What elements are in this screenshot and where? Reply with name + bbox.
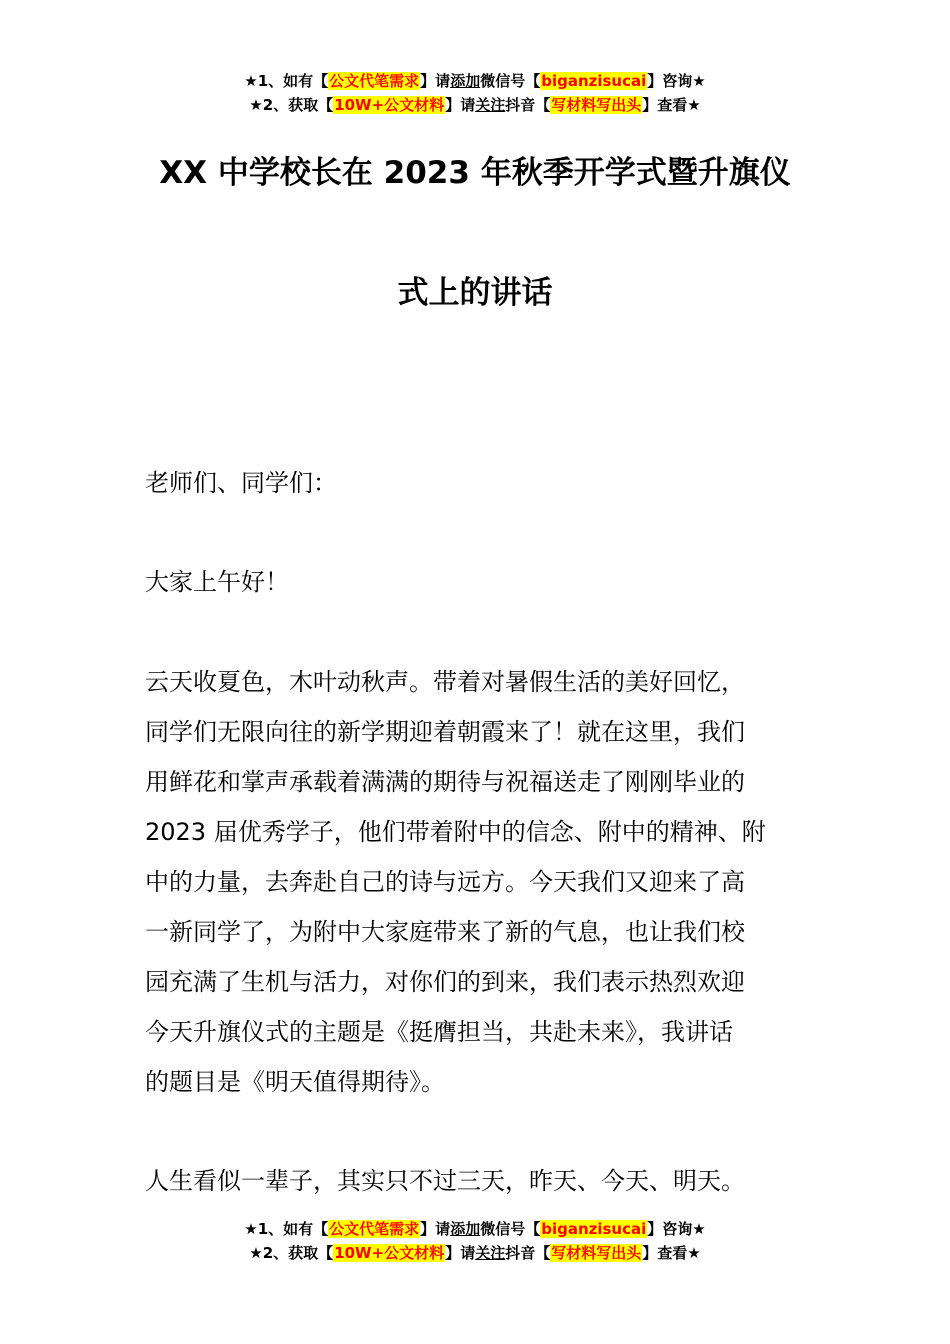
paragraph-line: 用鲜花和掌声承载着满满的期待与祝福送走了刚刚毕业的 <box>145 768 745 796</box>
promo-text: 微信号【 <box>480 72 541 90</box>
promo-text: 】咨询★ <box>647 1220 706 1238</box>
promo-highlight: 10W+公文材料 <box>334 1244 445 1262</box>
promo-underlined: 关注 <box>475 1244 506 1262</box>
promo-text: 抖音【 <box>505 96 551 114</box>
paragraph-line: 云天收夏色，木叶动秋声。带着对暑假生活的美好回忆， <box>145 668 745 696</box>
promo-text: 】查看★ <box>642 1244 701 1262</box>
promo-line-2 <box>0 1241 950 1265</box>
promo-underlined: 添加 <box>450 1220 481 1238</box>
promo-text: 】咨询★ <box>647 72 706 90</box>
promo-wechat-id: biganzisucai <box>541 72 647 90</box>
promo-underlined: 关注 <box>475 96 506 114</box>
promo-douyin-id: 写材料写出头 <box>551 96 642 114</box>
paragraph-line: 同学们无限向往的新学期迎着朝霞来了！就在这里，我们 <box>145 718 745 746</box>
promo-line-2 <box>0 93 950 117</box>
greeting: 大家上午好！ <box>145 568 289 596</box>
promo-text: ★1、如有【 <box>244 1220 329 1238</box>
promo-highlight: 10W+公文材料 <box>334 96 445 114</box>
promo-highlight: 公文代笔需求 <box>329 1220 420 1238</box>
promo-wechat-id: biganzisucai <box>541 1220 647 1238</box>
footer-promo-banner <box>0 1217 950 1265</box>
salutation: 老师们、同学们： <box>145 469 337 497</box>
document-title-line-2: 式上的讲话 <box>397 275 553 311</box>
paragraph-line: 中的力量，去奔赴自己的诗与远方。今天我们又迎来了高 <box>145 868 745 896</box>
promo-line-1 <box>0 69 950 93</box>
promo-text: 】请 <box>445 96 476 114</box>
promo-text: 】查看★ <box>642 96 701 114</box>
promo-line-1 <box>0 1217 950 1241</box>
promo-text: 】请 <box>445 1244 476 1262</box>
promo-text: 微信号【 <box>480 1220 541 1238</box>
paragraph-line: 今天升旗仪式的主题是《挺膺担当，共赴未来》，我讲话 <box>145 1018 733 1046</box>
promo-text: 】请 <box>420 72 451 90</box>
paragraph-line: 的题目是《明天值得期待》。 <box>145 1068 445 1096</box>
promo-text: ★2、获取【 <box>249 96 334 114</box>
promo-text: 】请 <box>420 1220 451 1238</box>
body-paragraph-2: 人生看似一辈子，其实只不过三天，昨天、今天、明天。 <box>145 1167 745 1195</box>
promo-underlined: 添加 <box>450 72 481 90</box>
body-paragraph-1 <box>145 657 810 1107</box>
promo-douyin-id: 写材料写出头 <box>551 1244 642 1262</box>
paragraph-line: 园充满了生机与活力，对你们的到来，我们表示热烈欢迎 <box>145 968 745 996</box>
promo-text: ★2、获取【 <box>249 1244 334 1262</box>
paragraph-line: 一新同学了，为附中大家庭带来了新的气息，也让我们校 <box>145 918 745 946</box>
promo-text: 抖音【 <box>505 1244 551 1262</box>
header-promo-banner <box>0 69 950 117</box>
document-title-line-1: XX 中学校长在 2023 年秋季开学式暨升旗仪 <box>159 155 791 191</box>
promo-text: ★1、如有【 <box>244 72 329 90</box>
promo-highlight: 公文代笔需求 <box>329 72 420 90</box>
paragraph-line: 2023 届优秀学子，他们带着附中的信念、附中的精神、附 <box>145 818 766 846</box>
